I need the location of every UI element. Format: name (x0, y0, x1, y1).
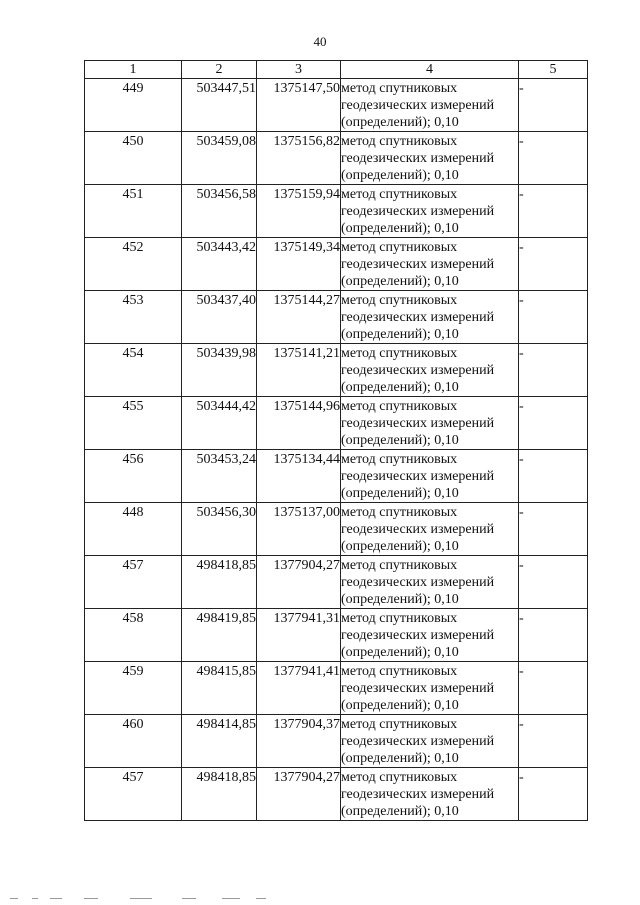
cell-coordinate-y: 1375147,50 (257, 79, 341, 132)
cell-method-accuracy: метод спутниковых геодезических измерений (определений); 0,10 (341, 397, 519, 450)
table-row (85, 450, 588, 503)
table-row (85, 79, 588, 132)
cell-coordinate-y: 1375144,27 (257, 291, 341, 344)
cell-coordinate-y: 1375159,94 (257, 185, 341, 238)
cell-description: - (519, 397, 588, 450)
table-row (85, 132, 588, 185)
cell-coordinate-x: 503453,24 (182, 450, 257, 503)
table-row (85, 609, 588, 662)
table-body (85, 79, 588, 821)
cell-coordinate-y: 1377941,31 (257, 609, 341, 662)
table-row (85, 768, 588, 821)
cell-coordinate-x: 503437,40 (182, 291, 257, 344)
cell-method-accuracy: метод спутниковых геодезических измерений (определений); 0,10 (341, 132, 519, 185)
cell-description: - (519, 344, 588, 397)
cell-coordinate-x: 503447,51 (182, 79, 257, 132)
cell-description: - (519, 768, 588, 821)
table-row (85, 291, 588, 344)
cell-description: - (519, 609, 588, 662)
cell-coordinate-x: 498419,85 (182, 609, 257, 662)
cell-method-accuracy: метод спутниковых геодезических измерений (определений); 0,10 (341, 768, 519, 821)
table-header-row (85, 61, 588, 79)
cell-point-number: 451 (85, 185, 182, 238)
cell-method-accuracy: метод спутниковых геодезических измерений (определений); 0,10 (341, 715, 519, 768)
table-row (85, 185, 588, 238)
cell-description: - (519, 556, 588, 609)
column-header-5: 5 (519, 61, 588, 79)
scan-artifact-marks (10, 898, 270, 902)
cell-description: - (519, 291, 588, 344)
cell-coordinate-y: 1377904,27 (257, 556, 341, 609)
cell-coordinate-y: 1375134,44 (257, 450, 341, 503)
cell-point-number: 449 (85, 79, 182, 132)
cell-method-accuracy: метод спутниковых геодезических измерений (определений); 0,10 (341, 291, 519, 344)
cell-coordinate-x: 503459,08 (182, 132, 257, 185)
column-header-1: 1 (85, 61, 182, 79)
cell-description: - (519, 662, 588, 715)
cell-coordinate-x: 503444,42 (182, 397, 257, 450)
cell-method-accuracy: метод спутниковых геодезических измерений (определений); 0,10 (341, 662, 519, 715)
cell-method-accuracy: метод спутниковых геодезических измерений (определений); 0,10 (341, 79, 519, 132)
table-row (85, 238, 588, 291)
cell-coordinate-x: 503456,30 (182, 503, 257, 556)
cell-point-number: 455 (85, 397, 182, 450)
column-header-3: 3 (257, 61, 341, 79)
cell-coordinate-x: 503456,58 (182, 185, 257, 238)
table-row (85, 344, 588, 397)
cell-coordinate-y: 1375156,82 (257, 132, 341, 185)
table-row (85, 715, 588, 768)
cell-description: - (519, 132, 588, 185)
cell-coordinate-x: 503439,98 (182, 344, 257, 397)
cell-point-number: 457 (85, 556, 182, 609)
cell-point-number: 457 (85, 768, 182, 821)
cell-point-number: 454 (85, 344, 182, 397)
cell-point-number: 452 (85, 238, 182, 291)
cell-method-accuracy: метод спутниковых геодезических измерений (определений); 0,10 (341, 238, 519, 291)
table-row (85, 503, 588, 556)
cell-coordinate-x: 498418,85 (182, 768, 257, 821)
cell-point-number: 458 (85, 609, 182, 662)
cell-method-accuracy: метод спутниковых геодезических измерений (определений); 0,10 (341, 450, 519, 503)
table-row (85, 556, 588, 609)
cell-coordinate-y: 1375144,96 (257, 397, 341, 450)
column-header-4: 4 (341, 61, 519, 79)
cell-method-accuracy: метод спутниковых геодезических измерений (определений); 0,10 (341, 185, 519, 238)
cell-point-number: 459 (85, 662, 182, 715)
cell-description: - (519, 715, 588, 768)
table-row (85, 662, 588, 715)
cell-method-accuracy: метод спутниковых геодезических измерений (определений); 0,10 (341, 344, 519, 397)
cell-coordinate-y: 1377904,37 (257, 715, 341, 768)
cell-description: - (519, 503, 588, 556)
cell-point-number: 456 (85, 450, 182, 503)
cell-description: - (519, 185, 588, 238)
cell-method-accuracy: метод спутниковых геодезических измерений (определений); 0,10 (341, 503, 519, 556)
cell-method-accuracy: метод спутниковых геодезических измерений (определений); 0,10 (341, 556, 519, 609)
cell-point-number: 453 (85, 291, 182, 344)
cell-method-accuracy: метод спутниковых геодезических измерений (определений); 0,10 (341, 609, 519, 662)
coordinates-table (84, 60, 588, 821)
cell-coordinate-x: 498414,85 (182, 715, 257, 768)
table-row (85, 397, 588, 450)
cell-coordinate-y: 1375137,00 (257, 503, 341, 556)
cell-point-number: 460 (85, 715, 182, 768)
cell-description: - (519, 238, 588, 291)
cell-description: - (519, 79, 588, 132)
cell-coordinate-y: 1377941,41 (257, 662, 341, 715)
cell-coordinate-y: 1375149,34 (257, 238, 341, 291)
cell-description: - (519, 450, 588, 503)
cell-point-number: 450 (85, 132, 182, 185)
cell-coordinate-x: 498415,85 (182, 662, 257, 715)
cell-coordinate-x: 503443,42 (182, 238, 257, 291)
cell-coordinate-y: 1377904,27 (257, 768, 341, 821)
cell-point-number: 448 (85, 503, 182, 556)
page-number: 40 (313, 34, 327, 49)
column-header-2: 2 (182, 61, 257, 79)
cell-coordinate-y: 1375141,21 (257, 344, 341, 397)
cell-coordinate-x: 498418,85 (182, 556, 257, 609)
